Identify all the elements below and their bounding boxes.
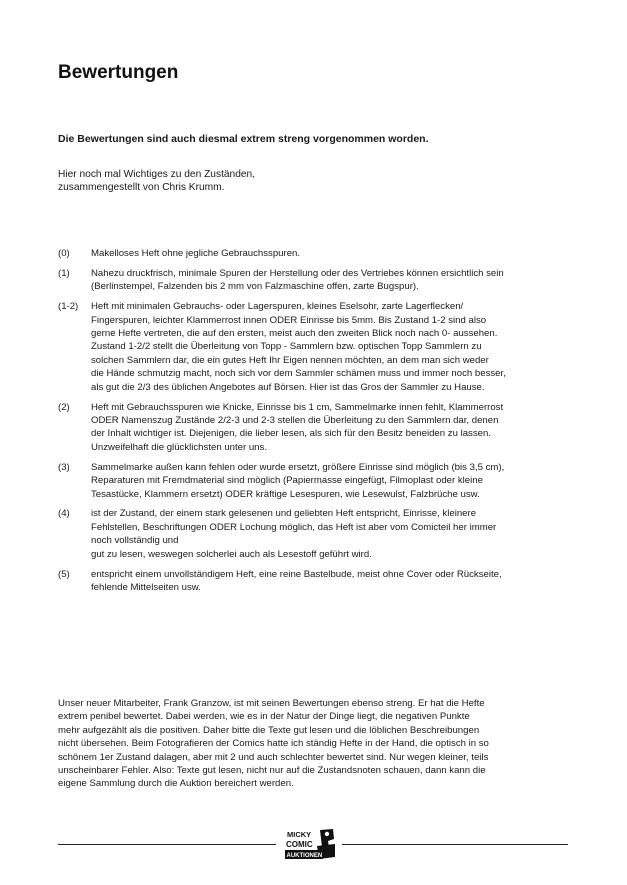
grade-description-line: Fingerspuren, leichter Klammerrost innen ODER Einrisse bis 5mm. Bis Zustand 1-2 sind also (91, 314, 487, 326)
grade-item (58, 247, 558, 260)
grade-number: (5) (58, 568, 70, 580)
grade-item (58, 507, 558, 561)
grade-number: (2) (58, 401, 70, 413)
closing-paragraph-line: unscheinbarer Fehler. Also: Texte gut lesen, nicht nur auf die Zustandsnoten schauen, dann kann die (58, 765, 486, 777)
grade-item (58, 267, 558, 294)
grade-item (58, 401, 558, 455)
grade-description (91, 267, 558, 294)
grade-description-line: Unzweifelhaft die glücklichsten unter uns. (91, 441, 267, 453)
grade-description-line: noch vollständig und (91, 535, 179, 547)
grade-description (91, 568, 558, 595)
grade-description-line: Heft mit Gebrauchsspuren wie Knicke, Einrisse bis 1 cm, Sammelmarke innen fehlt, Klammerrost (91, 401, 504, 413)
grade-item (58, 461, 558, 501)
logo-text-comic: COMIC (286, 840, 313, 849)
grade-number: (4) (58, 508, 70, 520)
closing-paragraph-line: Unser neuer Mitarbeiter, Frank Granzow, ist mit seinen Bewertungen ebenso streng. Er hat die Hefte (58, 698, 485, 709)
grade-list (58, 247, 558, 601)
grade-description-line: ODER Namenszug Zustände 2/2-3 und 2-3 stellen die Überleitung zu den Sammlern dar, denen (91, 414, 499, 426)
closing-paragraph-line: nicht übersehen. Beim Fotografieren der Comics hatte ich ständig Hefte in der Hand, die optisch in so (58, 738, 489, 750)
closing-paragraph-line: extrem penibel bewertet. Dabei werden, wie es in der Natur der Dinge liegt, die negativen Punkte (58, 711, 470, 723)
grade-number: (3) (58, 461, 70, 473)
grade-description-line: Sammelmarke außen kann fehlen oder wurde ersetzt, größere Einrisse sind möglich (bis 3,5 cm), (91, 461, 505, 473)
grade-item (58, 568, 558, 595)
grade-description (91, 507, 558, 561)
footer-rule-left (58, 844, 276, 845)
closing-paragraph (58, 697, 489, 791)
closing-paragraph-line: eigene Sammlung durch die Auktion bereichert werden. (58, 778, 294, 790)
grade-description-line: (Berlinstempel, Falzenden bis 2 mm von Falzmaschine offen, zarte Bugspur). (91, 281, 419, 293)
grade-description-line: fehlende Mittelseiten usw. (91, 581, 201, 593)
grade-description (91, 247, 558, 260)
grade-description-line: der Inhalt wichtiger ist. Diejenigen, die lieber lesen, als sich für den Besitz beneiden zu lassen. (91, 428, 491, 440)
footer-rule-right (342, 844, 568, 845)
grade-item (58, 300, 558, 394)
grade-description-line: gut zu lesen, weswegen solcherlei auch als Lesestoff geführt wird. (91, 548, 372, 560)
grade-description-line: gerne Hefte vertreten, die auf den ersten, meist auch den zweiten Blick noch nach 0- aussehen. (91, 328, 498, 340)
grade-description-line: solchen Sammlern dar, die ein gutes Heft Ihr Eigen nennen möchten, an dem man sich weder (91, 354, 489, 366)
intro-note-line: Hier noch mal Wichtiges zu den Zuständen, (58, 169, 256, 180)
grade-description (91, 461, 558, 501)
closing-paragraph-line: mehr aufgezählt als die positiven. Daher bitte die Texte gut lesen und die löblichen Beschreibungen (58, 724, 480, 736)
intro-statement: Die Bewertungen sind auch diesmal extrem streng vorgenommen worden. (58, 133, 429, 145)
grade-description-line: entspricht einem unvollständigem Heft, eine reine Bastelbude, meist ohne Cover oder Rückseite, (91, 568, 502, 580)
intro-note (58, 168, 255, 194)
grade-description-line: Reparaturen mit Fremdmaterial sind möglich (Papiermasse eingefügt, Filmoplast oder kleine (91, 475, 483, 487)
grade-description-line: als gut die 2/3 des üblichen Angebotes auf Börsen. Hier ist das Gros der Sammler zu Hause. (91, 381, 485, 393)
logo-text-micky: MICKY (287, 830, 312, 839)
grade-description-line: Zustand 1-2/2 stellt die Überleitung von Topp - Sammlern bzw. optischen Topp Sammlern zu (91, 341, 482, 353)
grade-number: (0) (58, 248, 70, 259)
grade-number: (1-2) (58, 301, 79, 313)
logo-text-auktionen: AUKTIONEN (286, 853, 323, 860)
grade-description-line: Heft mit minimalen Gebrauchs- oder Lagerspuren, kleines Eselsohr, zarte Lagerflecken/ (91, 301, 464, 313)
grade-description-line: Fehlstellen, Beschriftungen ODER Lochung möglich, das Heft ist aber vom Comicteil her immer (91, 521, 497, 533)
intro-note-line: zusammengestellt von Chris Krumm. (58, 182, 225, 193)
grade-number: (1) (58, 267, 70, 279)
closing-paragraph-line: schönem 1er Zustand dalagen, aber mit 2 und auch schlechter bewertet sind. Nur wegen kleiner, teils (58, 751, 489, 763)
grade-description-line: Nahezu druckfrisch, minimale Spuren der Herstellung oder des Vertriebes können ersichtlich sein (91, 267, 504, 279)
grade-description-line: die Hände schmutzig macht, noch sich vor dem Sammler schämen muss und immer noch besser, (91, 368, 506, 380)
page-title: Bewertungen (58, 62, 179, 83)
grade-description-line: ist der Zustand, der einem stark gelesenen und geliebten Heft entspricht, Einrisse, kleinere (91, 508, 477, 520)
grade-description (91, 300, 558, 394)
grade-description-line: Tesastücke, Klammern ersetzt) ODER kräftige Lesespuren, wie Lesewulst, Falzbrüche usw. (91, 488, 480, 500)
grade-description (91, 401, 558, 455)
grade-description-line: Makelloses Heft ohne jegliche Gebrauchsspuren. (91, 248, 301, 259)
micky-comic-auktionen-logo (284, 826, 336, 862)
